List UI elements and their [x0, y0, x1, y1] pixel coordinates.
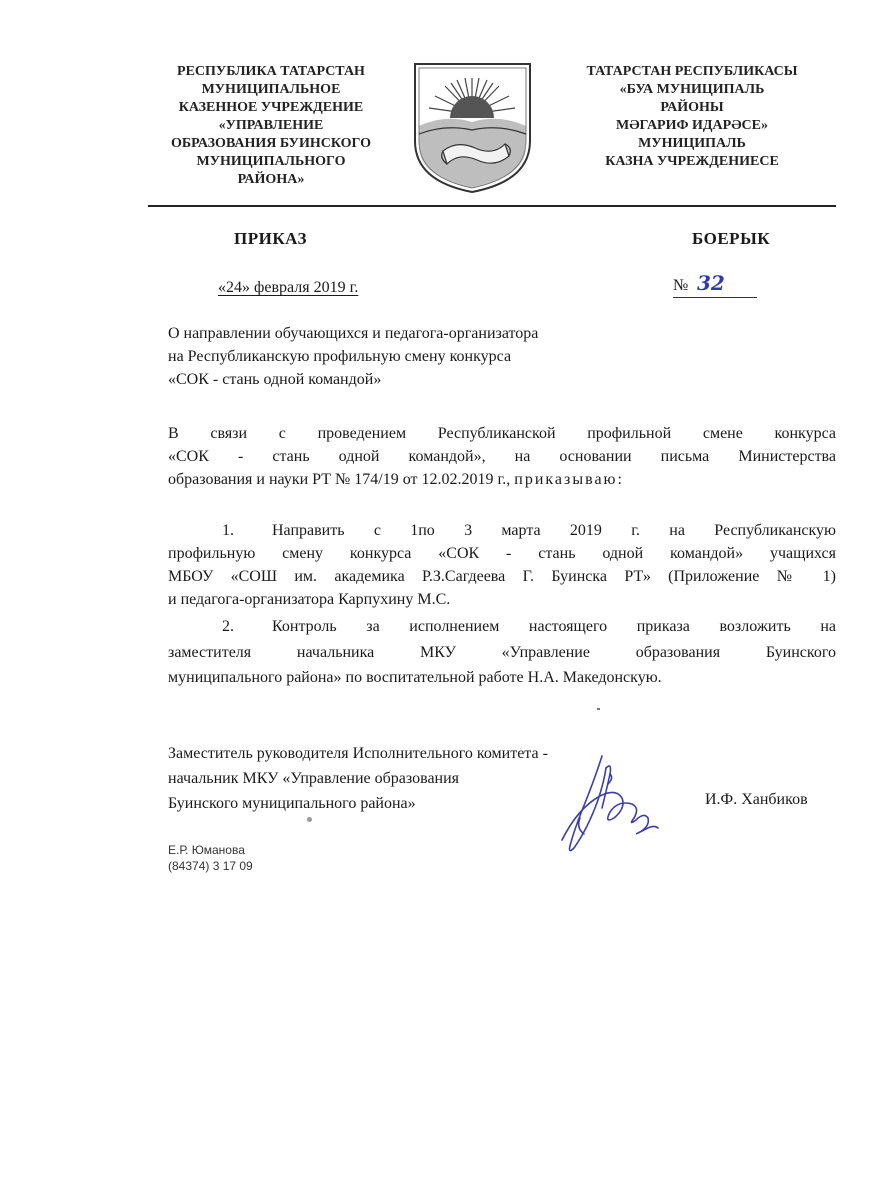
header-right-line: «БУА МУНИЦИПАЛЬ: [619, 82, 765, 97]
header-right-line: МУНИЦИПАЛЬ: [638, 136, 746, 151]
header-right-line: КАЗНА УЧРЕЖДЕНИЕСЕ: [605, 154, 779, 169]
signatory-title-line: начальник МКУ «Управление образования: [168, 770, 460, 787]
header-right-tatar: [548, 63, 836, 171]
signer-name: И.Ф. Ханбиков: [705, 791, 808, 808]
preamble-last-line: [168, 468, 836, 491]
signatory-title-line: Заместитель руководителя Исполнительного комитета -: [168, 745, 548, 762]
header-left-line: ОБРАЗОВАНИЯ БУИНСКОГО: [171, 136, 371, 151]
header-left-line: «УПРАВЛЕНИЕ: [218, 118, 324, 133]
header-right-line: РАЙОНЫ: [660, 100, 724, 115]
subject-line: на Республиканскую профильную смену конкурса: [168, 348, 512, 365]
executor-phone: (84374) 3 17 09: [168, 859, 253, 873]
subject-line: «СОК - стань одной командой»: [168, 371, 382, 388]
item-first-line: [168, 614, 836, 639]
item-text: Контроль за исполнением настоящего приказа возложить на: [272, 618, 836, 635]
preamble-line: В связи с проведением Республиканской профильной смене конкурса: [168, 425, 836, 442]
signatory-title-line: Буинского муниципального района»: [168, 795, 416, 812]
order-items: [168, 519, 836, 689]
doc-type-russian: ПРИКАЗ: [234, 229, 307, 248]
scan-artifact: [597, 708, 600, 710]
item-line: и педагога-организатора Карпухину М.С.: [168, 591, 451, 608]
header-right-line: МӘГАРИФ ИДАРӘСЕ»: [616, 118, 768, 133]
number-sign: №: [673, 277, 689, 294]
order-date: «24» февраля 2019 г.: [218, 279, 359, 296]
header-left-russian: [140, 63, 402, 189]
handwritten-number: 32: [697, 271, 725, 295]
header-divider: [148, 205, 836, 207]
item-number: 2.: [222, 618, 234, 635]
order-word: приказываю:: [514, 471, 624, 488]
order-subject: [168, 322, 538, 391]
header-right-line: ТАТАРСТАН РЕСПУБЛИКАСЫ: [586, 64, 798, 79]
header-left-line: КАЗЕННОЕ УЧРЕЖДЕНИЕ: [178, 100, 364, 115]
item-line: МБОУ «СОШ им. академика Р.З.Сагдеева Г. Буинска РТ» (Приложение № 1): [168, 568, 836, 585]
item-line: профильную смену конкурса «СОК - стань одной командой» учащихся: [168, 545, 836, 562]
header-left-line: РЕСПУБЛИКА ТАТАРСТАН: [177, 64, 365, 79]
handwritten-signature-icon: [540, 748, 680, 858]
order-item: [168, 614, 836, 689]
item-number: 1.: [222, 522, 234, 539]
preamble-line: «СОК - стань одной командой», на основании письма Министерства: [168, 448, 836, 465]
doc-type-tatar: БОЕРЫК: [692, 229, 771, 248]
header-left-line: МУНИЦИПАЛЬНОЕ: [201, 82, 341, 97]
signature-block: [168, 741, 548, 816]
item-line: муниципального района» по воспитательной работе Н.А. Македонскую.: [168, 669, 662, 686]
item-text: Направить с 1по 3 марта 2019 г. на Республиканскую: [272, 522, 836, 539]
header-left-line: МУНИЦИПАЛЬНОГО: [196, 154, 346, 169]
subject-line: О направлении обучающихся и педагога-организатора: [168, 325, 539, 342]
order-item: [168, 519, 836, 611]
preamble-paragraph: [168, 422, 836, 491]
scan-artifact: [307, 817, 312, 822]
item-line: заместителя начальника МКУ «Управление образования Буинского: [168, 644, 836, 661]
order-number: [673, 271, 757, 298]
header-left-line: РАЙОНА»: [237, 172, 305, 187]
item-first-line: [168, 519, 836, 542]
executor-info: [168, 842, 253, 874]
preamble-line: образования и науки РТ № 174/19 от 12.02.2019 г.,: [168, 471, 515, 488]
coat-of-arms-icon: [405, 56, 540, 196]
executor-name: Е.Р. Юманова: [168, 843, 245, 857]
